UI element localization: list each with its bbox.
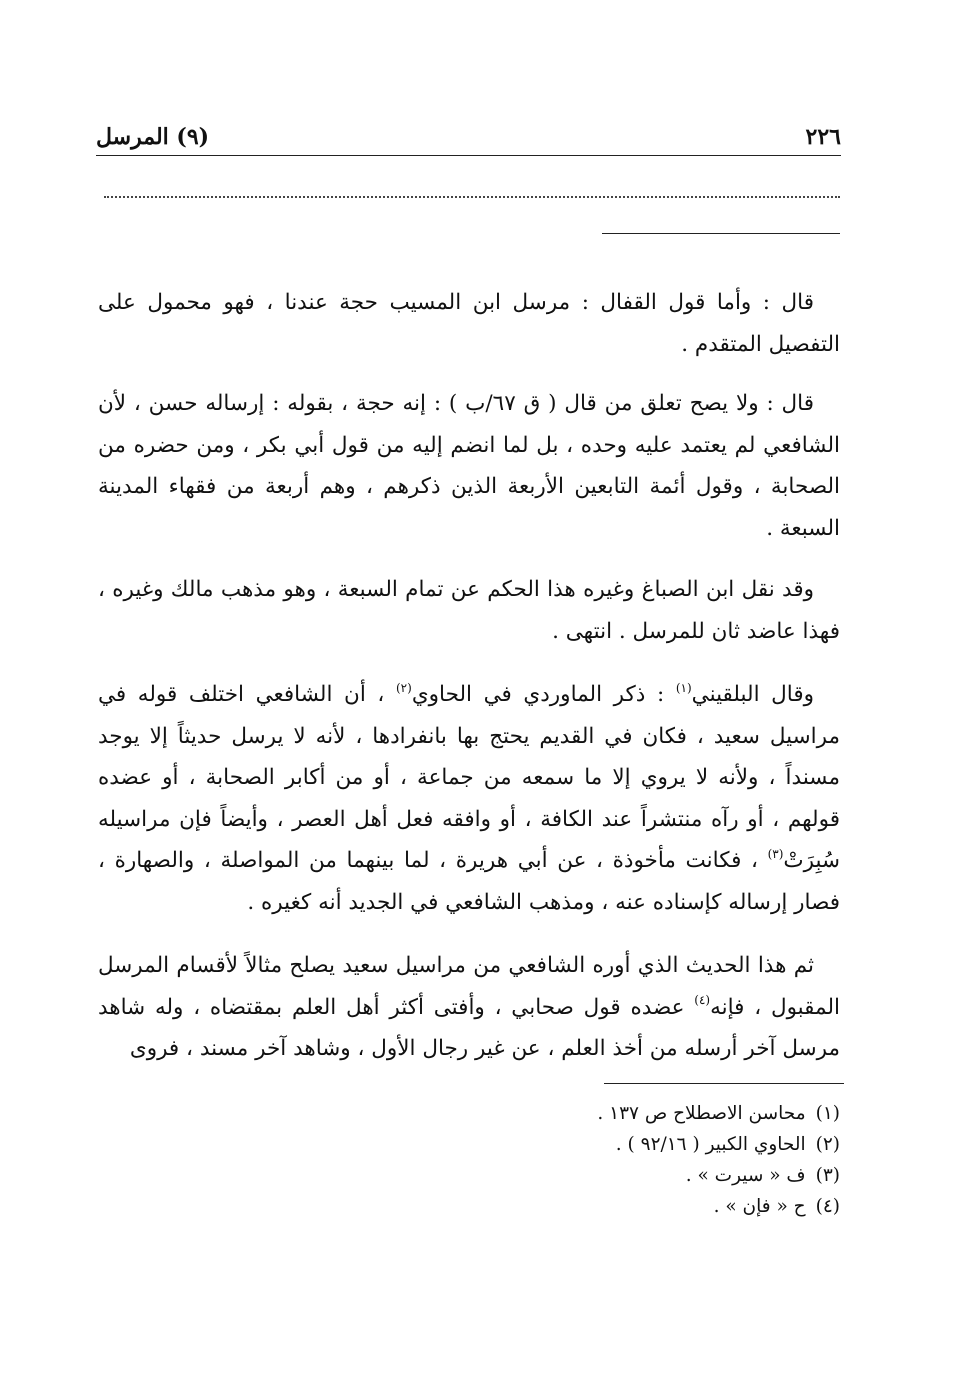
- footnote-number: (١): [815, 1103, 840, 1124]
- footnote-ref-3[interactable]: (٣): [767, 846, 784, 861]
- footnote-text: ف « سيرت » .: [685, 1165, 806, 1186]
- paragraph-4-text-a: وقال البلقيني: [691, 682, 814, 707]
- footnote-3: [340, 1160, 840, 1191]
- footnote-ref-4[interactable]: (٤): [694, 993, 711, 1008]
- paragraph-4-text-b: : ذكر الماوردي في الحاوي: [411, 682, 676, 707]
- footnote-ref-2[interactable]: (٢): [395, 680, 412, 695]
- footnote-1: [340, 1098, 840, 1129]
- footnote-text: محاسن الاصطلاح ص ١٣٧ .: [597, 1103, 806, 1124]
- footnote-number: (٣): [815, 1165, 840, 1186]
- paragraph-2: قال : ولا يصح تعلق من قال ( ق ٦٧/ب ) : إنه حجة ، بقوله : إرساله حسن ، لأن الشافعي لم يعتمد عليه وحده ، بل لما انضم إليه من قول أبي بكر ، ومن حضره من الصحابة ، وقول أئمة التابعين الأربعة الذين ذكرهم ، وهم أربعة من فقهاء المدينة السبعة .: [98, 391, 840, 541]
- paragraph-1: قال : وأما قول القفال : مرسل ابن المسيب حجة عندنا ، فهو محمول على التفصيل المتقدم .: [98, 290, 840, 357]
- paragraph-5: [98, 945, 840, 1070]
- footnote-2: [340, 1129, 840, 1160]
- footnote-number: (٢): [815, 1134, 840, 1155]
- paragraph-4-text-c: ، أن الشافعي اختلف قوله في مراسيل سعيد ، فكان في القديم يحتج بها بانفرادها ، لأنه لا يرسل حديثاً إلا يوجد مسنداً ، ولأنه لا يروي إلا ما سمعه من جماعة ، أو من أكابر الصحابة ، أو عضده قولهم ، أو رآه منتشراً عند الكافة ، أو وافقه فعل أهل العصر ، وأيضاً فإن مراسيله سُبِرَتْ: [98, 682, 840, 873]
- footnote-ref-1[interactable]: (١): [675, 680, 692, 695]
- footnotes: [340, 1098, 840, 1222]
- main-text: [98, 282, 840, 1070]
- footnote-4: [340, 1191, 840, 1222]
- paragraph-5-text-a: ثم هذا الحديث الذي أوره الشافعي من مراسيل سعيد يصلح مثالاً لأقسام المرسل المقبول ، فإنه: [98, 953, 840, 1020]
- page-number: ٢٢٦: [805, 124, 841, 150]
- paragraph-4-text-d: ، فكانت مأخوذة ، عن أبي هريرة ، لما بينهما من المواصلة ، والصهارة ، فصار إرساله كإسناده عنه ، ومذهب الشافعي في الجديد أنه كغيره .: [98, 848, 840, 915]
- footnote-text: ح « فإن » .: [713, 1196, 806, 1217]
- paragraph-4: [98, 674, 840, 923]
- footnote-text: الحاوي الكبير ( ٩٢/١٦ ) .: [615, 1134, 806, 1155]
- paragraph-3: وقد نقل ابن الصباغ وغيره هذا الحكم عن تمام السبعة ، وهو مذهب مالك وغيره ، فهذا عاضد ثان للمرسل . انتهى .: [98, 577, 840, 644]
- header-rule: [96, 155, 841, 156]
- running-title: (٩) المرسل: [96, 124, 210, 150]
- footnote-number: (٤): [815, 1196, 840, 1217]
- dotted-separator: [104, 196, 840, 198]
- footnote-rule: [604, 1083, 844, 1084]
- paragraph-5-text-b: عضده قول صحابي ، وأفتى أكثر أهل العلم بمقتضاه ، وله شاهد مرسل آخر أرسله من أخذ العلم ، عن غير رجال الأول ، وشاهد آخر مسند ، فروى: [98, 994, 840, 1061]
- page-header: [96, 120, 841, 156]
- section-rule: [602, 233, 840, 234]
